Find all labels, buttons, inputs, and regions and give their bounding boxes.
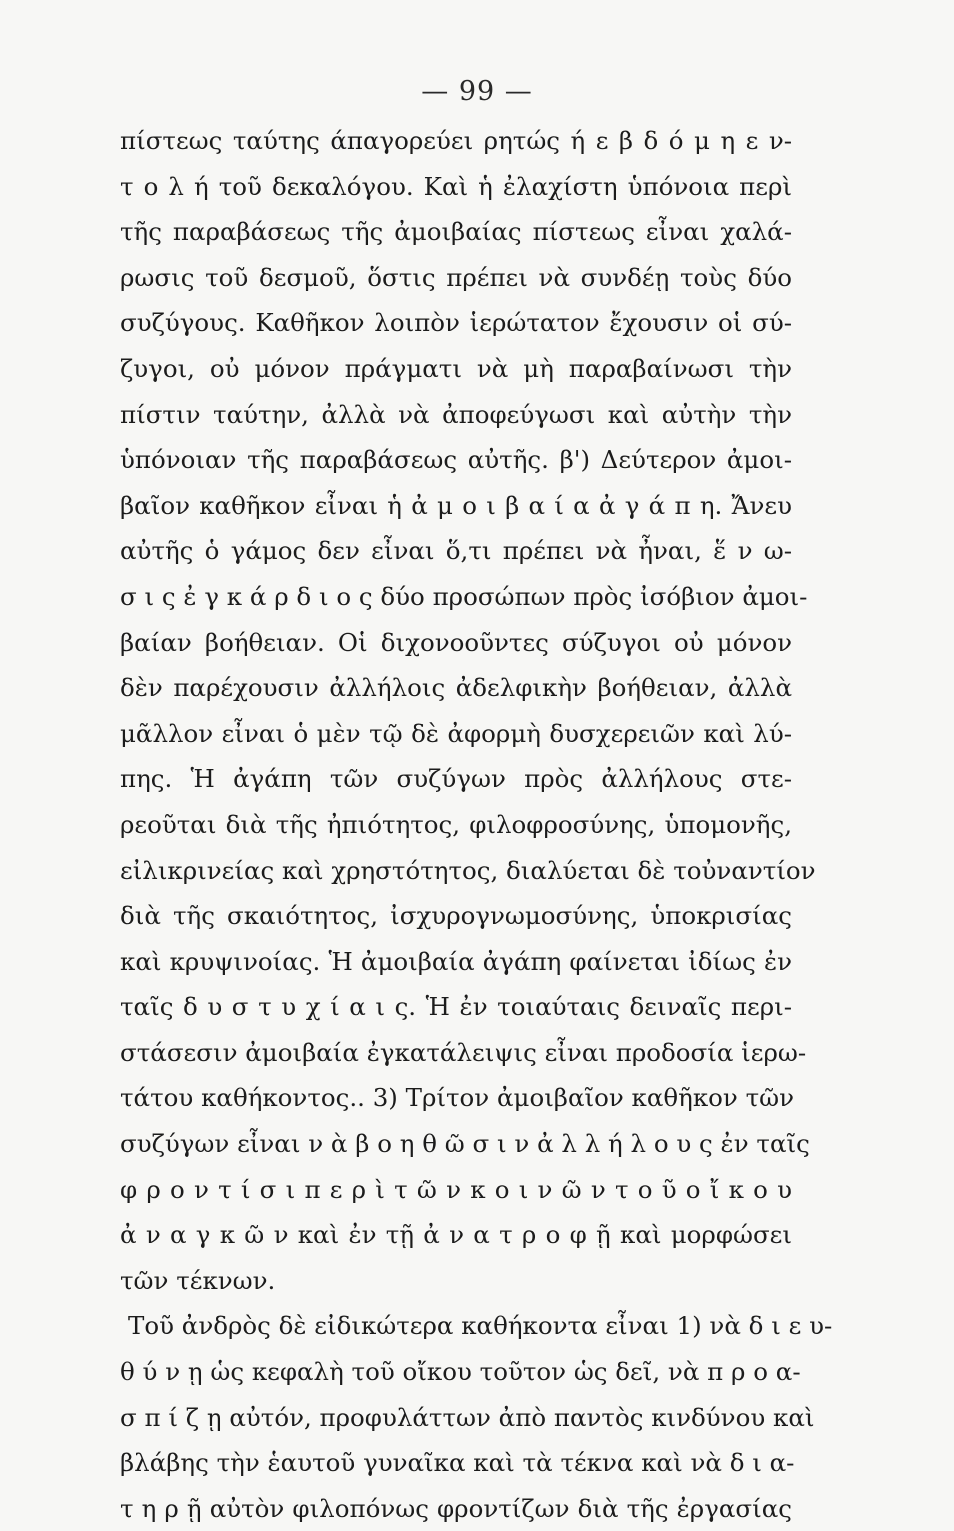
text-line: τάτου καθήκοντος.. 3) Τρίτον ἀμοιβαῖον καθῆκον τῶν bbox=[120, 1083, 795, 1113]
text-line: ρεοῦται διὰ τῆς ἠπιότητος, φιλοφροσύνης, ὑπομονῆς, bbox=[120, 809, 792, 839]
text-line: βλάβης τὴν ἑαυτοῦ γυναῖκα καὶ τὰ τέκνα καὶ νὰ δ ι α- bbox=[120, 1448, 795, 1478]
text-line: ἀ ν α γ κ ῶ ν καὶ ἐν τῇ ἀ ν α τ ρ ο φ ῇ καὶ μορφώσει bbox=[120, 1220, 792, 1250]
text-line: αὐτῆς ὁ γάμος δεν εἶναι ὅ,τι πρέπει νὰ ἦναι, ἕ ν ω- bbox=[120, 536, 792, 566]
paragraph-end-line: τῶν τέκνων. bbox=[120, 1265, 276, 1295]
text-line: συζύγων εἶναι ν ὰ β ο η θ ῶ σ ι ν ἀ λ λ ή λ ο υ ς ἐν ταῖς bbox=[120, 1129, 810, 1159]
text-line: δὲν παρέχουσιν ἀλλήλοις ἀδελφικὴν βοήθειαν, ἀλλὰ bbox=[120, 673, 792, 703]
text-line: ταῖς δ υ σ τ υ χ ί α ι ς. Ἡ ἐν τοιαύταις δειναῖς περι- bbox=[120, 992, 792, 1022]
text-line: στάσεσιν ἀμοιβαία ἐγκατάλειψις εἶναι προδοσία ἱερω- bbox=[120, 1037, 807, 1067]
text-line: καὶ κρυψινοίας. Ἡ ἀμοιβαία ἀγάπη φαίνεται ἰδίως ἐν bbox=[120, 946, 792, 976]
text-line: διὰ τῆς σκαιότητος, ἰσχυρογνωμοσύνης, ὑποκρισίας bbox=[120, 901, 792, 931]
text-line: ὑπόνοιαν τῆς παραβάσεως αὐτῆς. β') Δεύτερον ἀμοι- bbox=[120, 445, 792, 475]
text-line: πίστεως ταύτης άπαγορεύει ρητώς ή ε β δ ό μ η ε ν- bbox=[120, 126, 792, 155]
text-line: θ ύ ν ῃ ὡς κεφαλὴ τοῦ οἴκου τοῦτον ὡς δεῖ, νὰ π ρ ο α- bbox=[120, 1357, 801, 1387]
body-text bbox=[120, 118, 833, 1531]
text-line: μᾶλλον εἶναι ὁ μὲν τῷ δὲ ἀφορμὴ δυσχερειῶν καὶ λύ- bbox=[120, 718, 792, 748]
page-number: — 99 — bbox=[421, 76, 533, 107]
text-line: ρωσις τοῦ δεσμοῦ, ὅστις πρέπει νὰ συνδέῃ τοὺς δύο bbox=[120, 262, 792, 292]
text-line: σ ι ς ἐ γ κ ά ρ δ ι ο ς δύο προσώπων πρὸς ἰσόβιον ἀμοι- bbox=[120, 581, 808, 611]
text-line: εἰλικρινείας καὶ χρηστότητος, διαλύεται δὲ τοὐναντίον bbox=[120, 855, 816, 885]
text-line: πίστιν ταύτην, ἀλλὰ νὰ ἀποφεύγωσι καὶ αὐτὴν τὴν bbox=[120, 399, 792, 429]
text-line: τ η ρ ῇ αὐτὸν φιλοπόνως φροντίζων διὰ τῆς ἐργασίας bbox=[120, 1493, 792, 1523]
text-line: πης. Ἡ ἀγάπη τῶν συζύγων πρὸς ἀλλήλους στε- bbox=[120, 764, 792, 794]
text-line: σ π ί ζ ῃ αὐτόν, προφυλάττων ἀπὸ παντὸς κινδύνου καὶ bbox=[120, 1402, 815, 1432]
text-line: τῆς παραβάσεως τῆς ἀμοιβαίας πίστεως εἶναι χαλά- bbox=[120, 217, 792, 247]
text-line: φ ρ ο ν τ ί σ ι π ε ρ ὶ τ ῶ ν κ ο ι ν ῶ ν τ ο ῦ ο ἴ κ ο υ bbox=[120, 1174, 792, 1204]
text-line: ζυγοι, οὐ μόνον πράγματι νὰ μὴ παραβαίνωσι τὴν bbox=[120, 353, 792, 383]
paragraph-start-line: Τοῦ ἀνδρὸς δὲ εἰδικώτερα καθήκοντα εἶναι 1) νὰ δ ι ε υ- bbox=[128, 1311, 833, 1341]
text-line: βαίαν βοήθειαν. Οἱ διχονοοῦντες σύζυγοι οὐ μόνον bbox=[120, 627, 792, 657]
text-line: βαῖον καθῆκον εἶναι ἡ ἀ μ ο ι β α ί α ἀ γ ά π η. Ἄνευ bbox=[120, 490, 792, 520]
text-line: συζύγους. Καθῆκον λοιπὸν ἱερώτατον ἔχουσιν οἱ σύ- bbox=[120, 308, 792, 338]
text-line: τ ο λ ή τοῦ δεκαλόγου. Καὶ ἡ ἐλαχίστη ὑπόνοια περὶ bbox=[120, 171, 792, 201]
